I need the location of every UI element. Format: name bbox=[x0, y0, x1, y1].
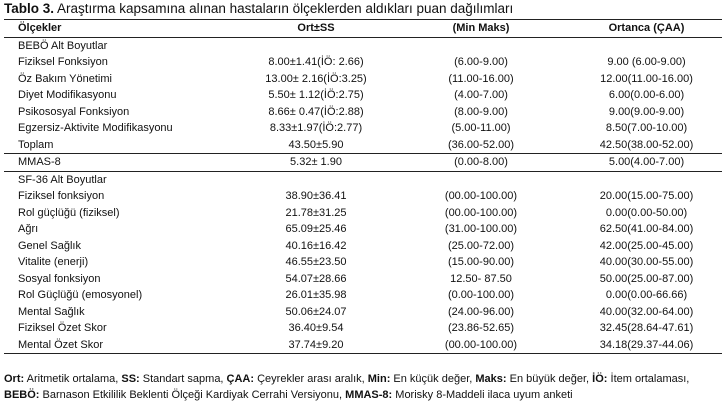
header-mean-sd: Ort±SS bbox=[297, 22, 335, 34]
cell-median-iqr: 42.50(38.00-52.00) bbox=[599, 138, 694, 151]
cell-mean-sd: 37.74±9.20 bbox=[241, 337, 391, 354]
table-row bbox=[4, 137, 722, 154]
cell-median-iqr: 50.00(25.00-87.00) bbox=[599, 272, 694, 285]
table-row bbox=[4, 238, 722, 255]
cell-median-iqr: 34.18(29.37-44.06) bbox=[571, 337, 722, 354]
footnote-term: Min: bbox=[367, 373, 391, 385]
table-row bbox=[4, 54, 722, 71]
cell-median-iqr: 12.00(11.00-16.00) bbox=[600, 72, 693, 85]
table-row bbox=[4, 188, 722, 205]
cell-min-max: (24.00-96.00) bbox=[447, 305, 515, 318]
cell-mean-sd: 43.50±5.90 bbox=[288, 138, 344, 151]
cell-mean-sd: 40.16±16.42 bbox=[285, 239, 347, 252]
cell-scale: Öz Bakım Yönetimi bbox=[18, 72, 112, 85]
cell-median-iqr: 0.00(0.00-50.00) bbox=[605, 206, 688, 219]
table-caption: Araştırma kapsamına alınan hastaların ölçeklerden aldıkları puan dağılımları bbox=[54, 1, 514, 16]
cell-scale: Psikososyal Fonksiyon bbox=[18, 105, 130, 118]
cell-min-max: (31.00-100.00) bbox=[444, 223, 518, 235]
table-footnote bbox=[4, 372, 722, 403]
cell-min-max: (5.00-11.00) bbox=[451, 122, 511, 134]
cell-median-iqr: 62.50(41.00-84.00) bbox=[599, 223, 694, 235]
cell-min-max: (15.00-90.00) bbox=[447, 256, 515, 268]
table-title bbox=[4, 1, 513, 16]
table-row bbox=[4, 71, 722, 88]
cell-min-max: (0.00-100.00) bbox=[447, 289, 515, 301]
header-median-iqr: Ortanca (ÇAA) bbox=[608, 22, 685, 34]
footnote-term: ÇAA: bbox=[226, 373, 255, 385]
cell-mean-sd: 26.01±35.98 bbox=[285, 289, 347, 301]
footnote-term: BEBÖ: bbox=[4, 388, 40, 401]
footnote-definition: Morisky 8-Maddeli ilaca uyum anketi bbox=[392, 388, 573, 401]
section-label: SF-36 Alt Boyutlar bbox=[18, 173, 107, 186]
table-row bbox=[4, 221, 722, 238]
table-row bbox=[4, 154, 722, 172]
cell-mean-sd: 50.06±24.07 bbox=[285, 305, 347, 318]
cell-mean-sd: 13.00± 2.16(İÖ:3.25) bbox=[265, 72, 367, 85]
cell-mean-sd: 36.40±9.54 bbox=[288, 322, 344, 334]
table-row bbox=[4, 304, 722, 321]
footnote-definition: En büyük değer, bbox=[506, 373, 593, 385]
footnote-term: MMAS-8: bbox=[345, 388, 393, 401]
footnote-definition: Barnason Etkililik Beklenti Ölçeği Kardiyak Cerrahi Versiyonu, bbox=[39, 388, 346, 401]
cell-min-max: (00.00-100.00) bbox=[444, 206, 518, 219]
cell-scale: Vitalite (enerji) bbox=[18, 256, 89, 268]
cell-scale: Rol Güçlüğü (emosyonel) bbox=[18, 289, 143, 301]
table-row bbox=[4, 104, 722, 121]
mmas-section bbox=[4, 154, 722, 172]
footnote-definition: Çeyrekler arası aralık, bbox=[254, 373, 368, 385]
section-label: BEBÖ Alt Boyutlar bbox=[18, 39, 108, 52]
cell-mean-sd: 8.66± 0.47(İÖ:2.88) bbox=[268, 105, 364, 118]
cell-min-max: (11.00-16.00) bbox=[448, 72, 514, 85]
cell-scale: Sosyal fonksiyon bbox=[18, 272, 101, 285]
table-row bbox=[4, 271, 722, 288]
cell-min-max: (23.86-52.65) bbox=[447, 322, 515, 334]
cell-scale: Toplam bbox=[18, 138, 54, 151]
cell-median-iqr: 5.00(4.00-7.00) bbox=[571, 154, 722, 172]
cell-median-iqr: 9.00(9.00-9.00) bbox=[608, 105, 685, 118]
footnote-term: SS: bbox=[121, 373, 140, 385]
cell-scale: MMAS-8 bbox=[4, 154, 241, 172]
cell-mean-sd: 8.33±1.97(İÖ:2.77) bbox=[269, 122, 363, 134]
cell-mean-sd: 5.50± 1.12(İÖ:2.75) bbox=[268, 89, 364, 101]
cell-scale: Mental Özet Skor bbox=[4, 337, 241, 354]
cell-min-max: 12.50- 87.50 bbox=[450, 272, 512, 285]
table-row bbox=[4, 87, 722, 104]
cell-median-iqr: 6.00(0.00-6.00) bbox=[608, 89, 685, 101]
section-row bbox=[4, 37, 722, 54]
table-number: Tablo 3. bbox=[4, 1, 55, 16]
cell-median-iqr: 9.00 (6.00-9.00) bbox=[607, 56, 686, 68]
cell-mean-sd: 46.55±23.50 bbox=[285, 256, 347, 268]
bebo-section bbox=[4, 37, 722, 154]
cell-min-max: (36.00-52.00) bbox=[447, 138, 515, 151]
cell-mean-sd: 5.32± 1.90 bbox=[241, 154, 391, 172]
cell-scale: Fiziksel Fonksiyon bbox=[18, 56, 108, 68]
cell-scale: Mental Sağlık bbox=[18, 305, 85, 318]
table-row bbox=[4, 287, 722, 304]
table-header-row bbox=[4, 20, 722, 38]
results-table bbox=[4, 19, 722, 354]
cell-min-max: (00.00-100.00) bbox=[444, 190, 518, 202]
cell-scale: Fiziksel fonksiyon bbox=[18, 190, 105, 202]
cell-min-max: (8.00-9.00) bbox=[454, 105, 508, 118]
cell-median-iqr: 40.00(32.00-64.00) bbox=[599, 305, 694, 318]
cell-scale: Ağrı bbox=[18, 223, 39, 235]
footnote-definition: En küçük değer, bbox=[390, 373, 476, 385]
footnote-definition: Aritmetik ortalama, bbox=[24, 373, 122, 385]
cell-scale: Fiziksel Özet Skor bbox=[18, 322, 107, 334]
table-row bbox=[4, 254, 722, 271]
cell-mean-sd: 8.00±1.41(İÖ: 2.66) bbox=[268, 56, 364, 68]
footnote-term: Ort: bbox=[4, 373, 25, 385]
cell-median-iqr: 20.00(15.00-75.00) bbox=[599, 190, 694, 202]
footnote-term: İÖ: bbox=[592, 373, 608, 385]
cell-min-max: (00.00-100.00) bbox=[391, 337, 571, 354]
cell-scale: Rol güçlüğü (fiziksel) bbox=[18, 206, 120, 219]
cell-median-iqr: 40.00(30.00-55.00) bbox=[599, 256, 694, 268]
table-row bbox=[4, 320, 722, 337]
sf36-section bbox=[4, 171, 722, 354]
cell-min-max: (6.00-9.00) bbox=[454, 56, 508, 68]
cell-min-max: (25.00-72.00) bbox=[447, 239, 515, 252]
cell-scale: Diyet Modifikasyonu bbox=[18, 89, 117, 101]
cell-mean-sd: 38.90±36.41 bbox=[285, 190, 347, 202]
cell-min-max: (4.00-7.00) bbox=[454, 89, 508, 101]
cell-median-iqr: 8.50(7.00-10.00) bbox=[605, 122, 688, 134]
table-row bbox=[4, 337, 722, 354]
cell-median-iqr: 0.00(0.00-66.66) bbox=[605, 289, 688, 301]
footnote-definition: Standart sapma, bbox=[139, 373, 227, 385]
footnote-definition: İtem ortalaması, bbox=[607, 373, 690, 385]
table-row bbox=[4, 205, 722, 222]
section-row bbox=[4, 171, 722, 188]
cell-mean-sd: 21.78±31.25 bbox=[285, 206, 347, 219]
header-min-max: (Min Maks) bbox=[452, 22, 510, 34]
cell-mean-sd: 54.07±28.66 bbox=[285, 272, 347, 285]
cell-mean-sd: 65.09±25.46 bbox=[285, 223, 347, 235]
table-row bbox=[4, 120, 722, 137]
cell-scale: Genel Sağlık bbox=[18, 239, 81, 252]
footnote-term: Maks: bbox=[475, 373, 507, 385]
cell-min-max: (0.00-8.00) bbox=[391, 154, 571, 172]
cell-median-iqr: 42.00(25.00-45.00) bbox=[599, 239, 694, 252]
cell-median-iqr: 32.45(28.64-47.61) bbox=[599, 322, 694, 334]
header-scales: Ölçekler bbox=[18, 22, 62, 34]
cell-scale: Egzersiz-Aktivite Modifikasyonu bbox=[18, 122, 173, 134]
